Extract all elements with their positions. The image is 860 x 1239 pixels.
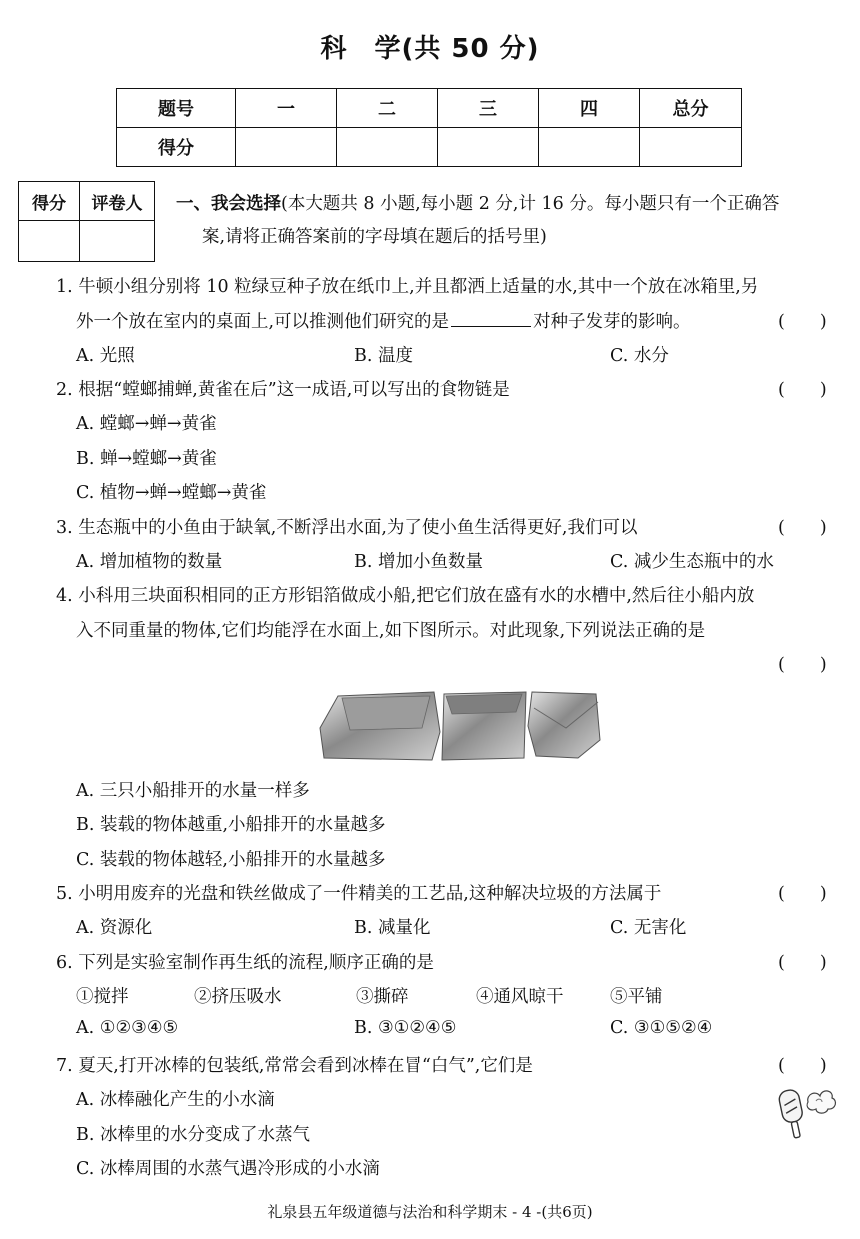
row-label-score: 得分	[117, 128, 236, 167]
grader-box	[18, 181, 155, 262]
q2-option-a: A. 螳螂→蝉→黄雀	[76, 414, 217, 434]
q1-stem-line1: 1. 牛顿小组分别将 10 粒绿豆种子放在纸巾上,并且都洒上适量的水,其中一个放在冰箱里,另	[56, 277, 759, 297]
boat-2	[442, 692, 526, 760]
q6-step-5: ⑤平铺	[610, 987, 663, 1007]
q6-step-1: ①搅拌	[76, 987, 129, 1007]
q7-option-b: B. 冰棒里的水分变成了水蒸气	[76, 1125, 310, 1145]
q4-option-c: C. 装载的物体越轻,小船排开的水量越多	[76, 850, 386, 870]
q3-stem: 3. 生态瓶中的小鱼由于缺氧,不断浮出水面,为了使小鱼生活得更好,我们可以	[56, 518, 638, 538]
score-cell-3	[438, 128, 539, 167]
section-heading	[176, 188, 840, 254]
header-question-number: 题号	[117, 89, 236, 128]
q2-option-b: B. 蝉→螳螂→黄雀	[76, 449, 217, 469]
q1-answer-blank[interactable]	[451, 312, 531, 327]
q7-option-c: C. 冰棒周围的水蒸气遇冷形成的小水滴	[76, 1159, 380, 1179]
q2-answer-paren[interactable]: ( )	[778, 380, 827, 400]
score-cell-2	[337, 128, 438, 167]
q5-option-a: A. 资源化	[76, 918, 153, 938]
score-table-header-row	[117, 89, 742, 128]
q7-option-a: A. 冰棒融化产生的小水滴	[76, 1090, 275, 1110]
header-total: 总分	[640, 89, 742, 128]
foil-boats-image	[316, 688, 606, 762]
q4-option-a: A. 三只小船排开的水量一样多	[76, 781, 310, 801]
q6-option-b: B. ③①②④⑤	[354, 1018, 457, 1038]
q1-answer-paren[interactable]: ( )	[778, 312, 827, 332]
q4-option-b: B. 装载的物体越重,小船排开的水量越多	[76, 815, 386, 835]
score-cell-total	[640, 128, 742, 167]
boat-1	[320, 692, 440, 760]
popsicle-steam-icon	[772, 1082, 840, 1142]
score-cell-1	[236, 128, 337, 167]
q7-stem: 7. 夏天,打开冰棒的包装纸,常常会看到冰棒在冒“白气”,它们是	[56, 1056, 533, 1076]
q4-answer-paren[interactable]: ( )	[778, 655, 827, 675]
header-part-4: 四	[539, 89, 640, 128]
q1-option-c: C. 水分	[610, 346, 669, 366]
q6-option-c: C. ③①⑤②④	[610, 1018, 713, 1038]
score-table-score-row	[117, 128, 742, 167]
q4-stem-line2: 入不同重量的物体,它们均能浮在水面上,如下图所示。对此现象,下列说法正确的是	[76, 621, 706, 641]
section-title: 一、我会选择	[176, 194, 281, 214]
q3-answer-paren[interactable]: ( )	[778, 518, 827, 538]
grader-score-cell	[19, 221, 80, 262]
grader-name-label: 评卷人	[80, 182, 155, 221]
score-table	[116, 88, 742, 167]
q1-option-b: B. 温度	[354, 346, 413, 366]
q5-stem: 5. 小明用废弃的光盘和铁丝做成了一件精美的工艺品,这种解决垃圾的方法属于	[56, 884, 662, 904]
q7-answer-paren[interactable]: ( )	[778, 1056, 827, 1076]
q6-answer-paren[interactable]: ( )	[778, 953, 827, 973]
header-part-1: 一	[236, 89, 337, 128]
boat-3	[528, 692, 600, 758]
score-cell-4	[539, 128, 640, 167]
grader-name-cell	[80, 221, 155, 262]
q5-option-b: B. 减量化	[354, 918, 431, 938]
q5-option-c: C. 无害化	[610, 918, 687, 938]
section-instruction-2: 案,请将正确答案前的字母填在题后的括号里)	[202, 227, 547, 247]
q6-step-3: ③撕碎	[356, 987, 409, 1007]
q6-step-2: ②挤压吸水	[194, 987, 282, 1007]
q1-option-a: A. 光照	[76, 346, 135, 366]
q5-answer-paren[interactable]: ( )	[778, 884, 827, 904]
header-part-2: 二	[337, 89, 438, 128]
page-title: 科 学(共 50 分)	[320, 34, 540, 64]
page-footer: 礼泉县五年级道德与法治和科学期末 - 4 -(共6页)	[267, 1203, 593, 1221]
q6-step-4: ④通风晾干	[476, 987, 564, 1007]
q4-stem-line1: 4. 小科用三块面积相同的正方形铝箔做成小船,把它们放在盛有水的水槽中,然后往小船内放	[56, 586, 755, 606]
q6-stem: 6. 下列是实验室制作再生纸的流程,顺序正确的是	[56, 953, 434, 973]
q2-option-c: C. 植物→蝉→螳螂→黄雀	[76, 483, 267, 503]
q6-option-a: A. ①②③④⑤	[76, 1018, 179, 1038]
q1-stem-line2: 外一个放在室内的桌面上,可以推测他们研究的是 对种子发芽的影响。	[76, 312, 691, 332]
q3-option-b: B. 增加小鱼数量	[354, 552, 483, 572]
grader-score-label: 得分	[19, 182, 80, 221]
header-part-3: 三	[438, 89, 539, 128]
q3-option-a: A. 增加植物的数量	[76, 552, 223, 572]
q2-stem: 2. 根据“螳螂捕蝉,黄雀在后”这一成语,可以写出的食物链是	[56, 380, 510, 400]
q3-option-c: C. 减少生态瓶中的水	[610, 552, 774, 572]
section-instruction-1: (本大题共 8 小题,每小题 2 分,计 16 分。每小题只有一个正确答	[281, 194, 780, 214]
